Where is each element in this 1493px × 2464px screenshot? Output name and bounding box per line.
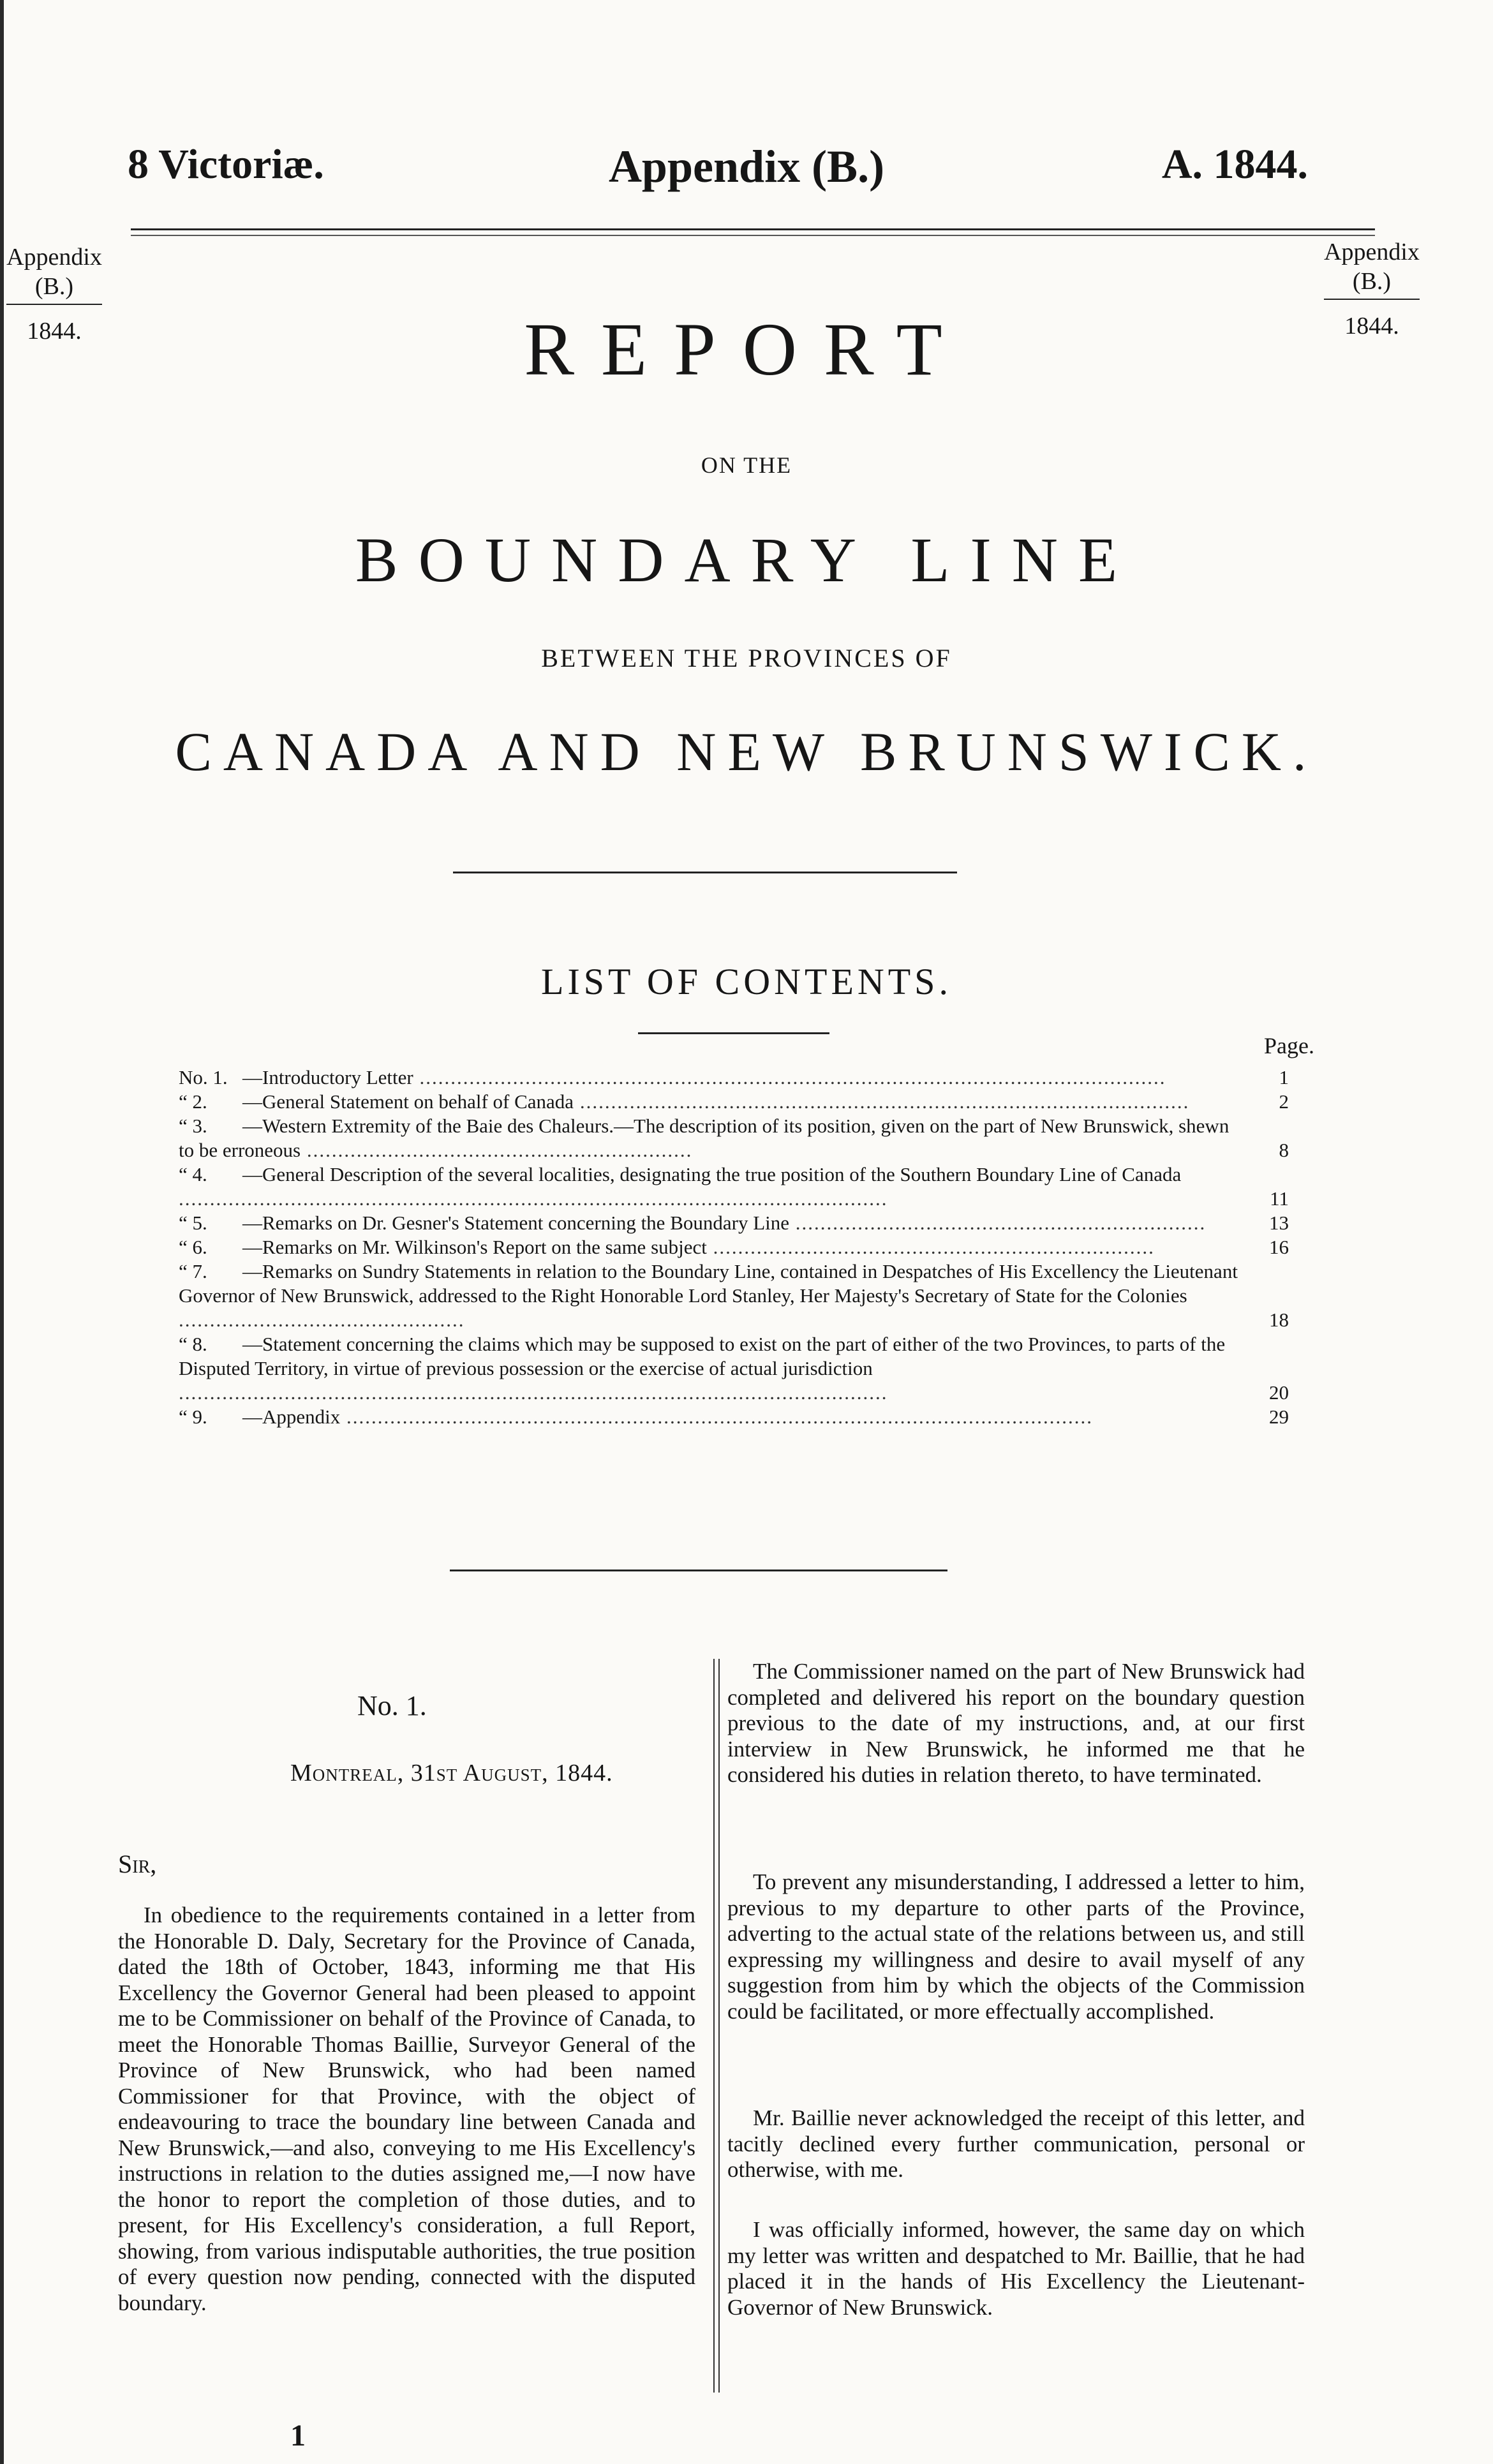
contents-page-label: Page. — [1264, 1033, 1314, 1058]
toc-entry-page: 16 — [1269, 1236, 1289, 1258]
toc-leader-dots: ........................................................................................................................ — [413, 1066, 1166, 1088]
toc-entry-text: —Western Extremity of the Baie des Chaleurs.—The description of its position, given on the part of New Brunswick, shewn to be erroneous — [179, 1115, 1229, 1161]
paragraph-text: Mr. Baillie never acknowledged the receipt of this letter, and tacitly declined every further communication, personal or otherwise, with me. — [727, 2105, 1305, 2182]
toc-leader-dots: .................................................................. — [789, 1212, 1207, 1234]
toc-entry-2 — [179, 1090, 1308, 1114]
margin-left-sub: (B.) — [34, 273, 74, 300]
title-on-the: ON THE — [701, 452, 792, 478]
toc-entry-4 — [179, 1162, 1308, 1211]
toc-entry-text: —General Statement on behalf of Canada — [242, 1090, 574, 1113]
toc-entry-page: 1 — [1279, 1066, 1289, 1088]
header-rule — [131, 228, 1375, 230]
toc-entry-9 — [179, 1405, 1308, 1429]
header-rule-secondary — [131, 235, 1375, 236]
margin-right-label: Appendix — [1324, 239, 1420, 265]
toc-entry-page: 11 — [1270, 1187, 1289, 1210]
toc-entry-3 — [179, 1114, 1308, 1162]
toc-entry-text: —Remarks on Mr. Wilkinson's Report on the same subject — [242, 1236, 707, 1258]
toc-leader-dots: ....................................................................... — [706, 1236, 1155, 1258]
column-divider — [713, 1659, 715, 2393]
toc-entry-page: 13 — [1269, 1212, 1289, 1234]
toc-leader-dots: .................................................................................................................. — [179, 1187, 888, 1210]
letter-right-paragraph-2 — [727, 1869, 1305, 2024]
toc-entry-prefix: “ 9. — [179, 1406, 207, 1428]
toc-leader-dots: .............................................. — [179, 1309, 465, 1331]
toc-entry-prefix: “ 7. — [179, 1260, 207, 1282]
table-of-contents — [179, 1065, 1308, 1429]
header-regnal-year: 8 Victoriæ. — [128, 141, 324, 188]
toc-entry-7 — [179, 1259, 1308, 1332]
toc-entry-text: —Introductory Letter — [242, 1066, 413, 1088]
letter-left-paragraph: In obedience to the requirements contained in a letter from the Honorable D. Daly, Secretary for the Province of Canada, dated the 18th of October, 1843, informing me that His Excellency the Governor General had been pleased to appoint me to be Commissioner on behalf of the Province of Canada, to meet the Honorable Thomas Baillie, Surveyor General of the Province of New Brunswick, who had been named Commissioner for that Province, with the object of endeavouring to trace the boundary line between Canada and New Brunswick,—and also, conveying to me His Excellency's instructions in relation to the duties assigned me,—I now have the honor to report the completion of those duties, and to present, for His Excellency's consideration, a full Report, showing, from various indisputable authorities, the true position of every question now pending, connected with the disputed boundary. — [118, 1903, 695, 2315]
toc-entry-6 — [179, 1235, 1308, 1259]
toc-leader-dots: .............................................................. — [301, 1139, 693, 1161]
toc-entry-8 — [179, 1332, 1308, 1405]
letter-number: No. 1. — [357, 1690, 427, 1721]
contents-heading-rule — [638, 1032, 829, 1034]
margin-left-year: 1844. — [27, 318, 82, 345]
toc-entry-text: —General Description of the several localities, designating the true position of the Southern Boundary Line of Canada — [242, 1163, 1182, 1185]
toc-entry-prefix: No. 1. — [179, 1066, 228, 1088]
toc-entry-page: 8 — [1279, 1139, 1289, 1161]
header-appendix: Appendix (B.) — [608, 141, 885, 192]
toc-entry-prefix: “ 2. — [179, 1090, 207, 1113]
header-year: A. 1844. — [1161, 141, 1308, 188]
contents-divider — [450, 1570, 947, 1571]
toc-entry-text: —Appendix — [242, 1406, 341, 1428]
toc-entry-text: —Remarks on Dr. Gesner's Statement concerning the Boundary Line — [242, 1212, 790, 1234]
letter-dateline: Montreal, 31st August, 1844. — [290, 1760, 613, 1786]
paragraph-text: The Commissioner named on the part of New Brunswick had completed and delivered his report on the boundary question previous to the date of my instructions, and, at our first interview in New Brunswick, he informed me that he considered his duties in relation thereto, to have terminated. — [727, 1659, 1305, 1787]
toc-entry-1 — [179, 1065, 1308, 1090]
paragraph-text: I was officially informed, however, the same day on which my letter was written and despatched to Mr. Baillie, that he had placed it in the hands of His Excellency the Lieutenant-Governor of New Brunswick. — [727, 2217, 1305, 2320]
letter-right-paragraph-3 — [727, 2105, 1305, 2183]
title-divider — [453, 872, 957, 873]
title-boundary-line: BOUNDARY LINE — [355, 524, 1138, 595]
toc-leader-dots: .................................................................................................................. — [179, 1381, 888, 1404]
toc-leader-dots: ........................................................................................................................ — [340, 1406, 1094, 1428]
margin-right-year: 1844. — [1344, 313, 1399, 339]
paragraph-text: To prevent any misunderstanding, I addressed a letter to him, previous to my departure to other parts of the Province, adverting to the actual state of the relations between us, and still expressing my willingness and desire to avail myself of any suggestion from him by which the objects of the Commission could be facilitated, or more effectually accomplished. — [727, 1869, 1305, 2024]
title-between: BETWEEN THE PROVINCES OF — [541, 644, 952, 672]
toc-entry-page: 29 — [1269, 1406, 1289, 1428]
title-canada-new-brunswick: CANADA AND NEW BRUNSWICK. — [175, 721, 1318, 782]
column-divider-secondary — [718, 1659, 720, 2393]
toc-entry-page: 18 — [1269, 1309, 1289, 1331]
toc-entry-prefix: “ 4. — [179, 1163, 207, 1185]
letter-salutation: Sir, — [118, 1850, 157, 1878]
title-report: REPORT — [524, 308, 969, 391]
letter-right-paragraph-1 — [727, 1659, 1305, 1788]
letter-right-paragraph-4 — [727, 2217, 1305, 2320]
toc-entry-prefix: “ 3. — [179, 1115, 207, 1137]
toc-entry-text: —Remarks on Sundry Statements in relation to the Boundary Line, contained in Despatches of His Excellency the Lieutenant Governor of New Brunswick, addressed to the Right Honorable Lord Stanley, Her Majesty's Secretary of State for the Colonies — [179, 1260, 1238, 1307]
toc-entry-page: 2 — [1279, 1090, 1289, 1113]
contents-heading: LIST OF CONTENTS. — [541, 961, 952, 1002]
toc-entry-text: —Statement concerning the claims which may be supposed to exist on the part of either of the two Provinces, to parts of the Disputed Territory, in virtue of previous possession or the exercise of actual jurisdiction — [179, 1333, 1226, 1379]
toc-leader-dots: .................................................................................................. — [574, 1090, 1190, 1113]
page-number: 1 — [290, 2419, 306, 2453]
toc-entry-prefix: “ 8. — [179, 1333, 207, 1355]
toc-entry-page: 20 — [1269, 1381, 1289, 1404]
toc-entry-5 — [179, 1211, 1308, 1235]
toc-entry-prefix: “ 5. — [179, 1212, 207, 1234]
toc-entry-prefix: “ 6. — [179, 1236, 207, 1258]
margin-right-sub: (B.) — [1352, 268, 1392, 295]
margin-left-label: Appendix — [6, 244, 102, 271]
